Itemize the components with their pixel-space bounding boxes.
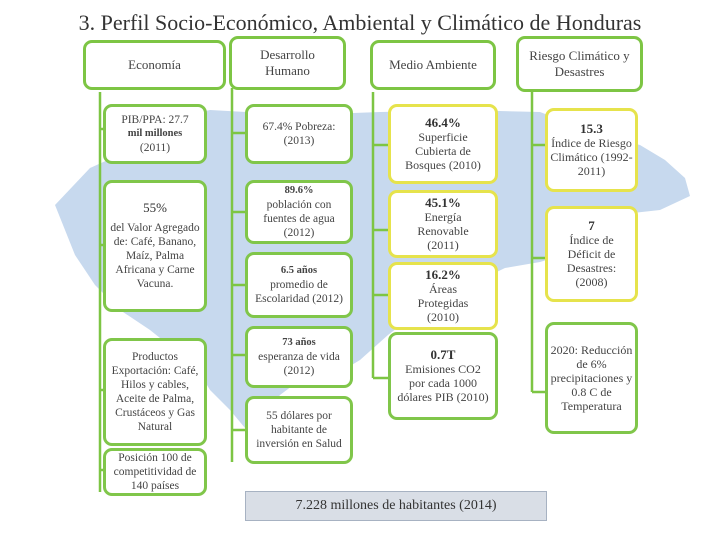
co2-text: Emisiones CO2 por cada 1000 dólares PIB (2010) xyxy=(397,362,489,404)
pobreza-line xyxy=(248,120,350,148)
desarrollo-vida-box xyxy=(245,326,353,388)
population-bar xyxy=(245,491,547,521)
deficit-value: 7 xyxy=(588,218,595,233)
riesgo-deficit-box xyxy=(545,206,638,302)
agua-text: población con fuentes de agua (2012) xyxy=(263,199,335,239)
header-economia xyxy=(83,40,226,90)
page-title: 3. Perfil Socio-Económico, Ambiental y Climático de Honduras xyxy=(78,10,642,35)
areas-text: Áreas Protegidas (2010) xyxy=(417,282,469,324)
bosque-text: Superficie Cubierta de Bosques (2010) xyxy=(405,130,481,172)
pib-unit: mil millones xyxy=(127,128,183,139)
desarrollo-agua-box xyxy=(245,180,353,244)
economia-pib-box xyxy=(103,104,207,164)
pib-value: PIB/PPA: 27.7 xyxy=(121,114,189,126)
header-desarrollo xyxy=(229,36,346,90)
compet-text: Posición 100 de competitividad de 140 países xyxy=(113,452,197,492)
medio-areas-box xyxy=(388,262,498,330)
agua-value: 89.6% xyxy=(284,185,314,196)
energia-text: Energía Renovable (2011) xyxy=(417,210,469,252)
header-medio-ambiente xyxy=(370,40,496,90)
vida-value: 73 años xyxy=(282,337,316,348)
medio-co2-box xyxy=(388,332,498,420)
medio-energia-box xyxy=(388,190,498,258)
indice-text: Índice de Riesgo Climático (1992-2011) xyxy=(550,136,633,178)
inversion-text: 55 dólares por habitante de inversión en Salud xyxy=(256,410,342,450)
agro-value: 55% xyxy=(143,200,167,215)
escol-text: promedio de Escolaridad (2012) xyxy=(255,279,343,305)
areas-value: 16.2% xyxy=(425,267,461,282)
co2-value: 0.7T xyxy=(430,347,456,362)
desarrollo-pobreza-box xyxy=(245,104,353,164)
pobreza-value: 67.4% xyxy=(262,121,293,133)
agro-text: del Valor Agregado de: Café, Banano, Maíz, Palma Africana y Carne Vacuna. xyxy=(110,222,200,290)
header-medio-label: Medio Ambiente xyxy=(389,57,477,72)
deficit-text: Índice de Déficit de Desastres: (2008) xyxy=(566,233,617,289)
energia-value: 45.1% xyxy=(425,195,461,210)
escol-value: 6.5 años xyxy=(280,265,318,276)
indice-value: 15.3 xyxy=(580,121,603,136)
export-text: Productos Exportación: Café, Hilos y cables, Aceite de Palma, Crustáceos y Gas Natural xyxy=(111,351,199,433)
temp-text: 2020: Reducción de 6% precipitaciones y 0.8 C de Temperatura xyxy=(550,343,633,413)
desarrollo-escolaridad-box xyxy=(245,252,353,318)
medio-bosque-box xyxy=(388,104,498,184)
header-economia-label: Economía xyxy=(128,57,181,72)
header-desarrollo-label: Desarrollo Humano xyxy=(260,47,315,78)
pobreza-text: Pobreza: (2013) xyxy=(283,121,336,147)
desarrollo-inversion-box xyxy=(245,396,353,464)
pib-year: (2011) xyxy=(139,142,171,154)
economia-export-box xyxy=(103,338,207,446)
riesgo-indice-box xyxy=(545,108,638,192)
riesgo-temperatura-box xyxy=(545,322,638,434)
header-riesgo-label: Riesgo Climático y Desastres xyxy=(529,48,630,79)
economia-agro-box xyxy=(103,180,207,312)
population-text: 7.228 millones de habitantes (2014) xyxy=(295,498,497,513)
economia-compet-box xyxy=(103,448,207,496)
bosque-value: 46.4% xyxy=(425,115,461,130)
vida-text: esperanza de vida (2012) xyxy=(258,351,340,377)
header-riesgo xyxy=(516,36,643,92)
